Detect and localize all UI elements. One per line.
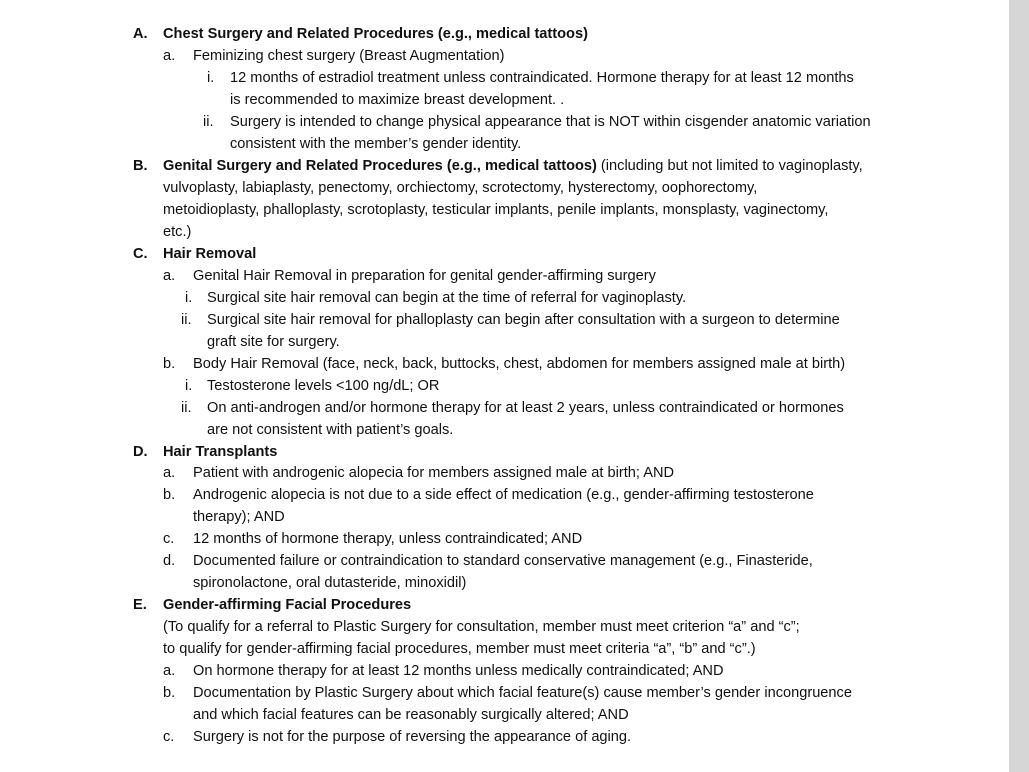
section-b-line2: vulvoplasty, labiaplasty, penectomy, orchiectomy, scrotectomy, hysterectomy, oophorectomy, [163, 180, 758, 196]
section-c-item-a-text: Genital Hair Removal in preparation for genital gender-affirming surgery [193, 268, 656, 284]
section-c-item-a-ii-marker: ii. [181, 312, 192, 328]
section-c-item-b-text: Body Hair Removal (face, neck, back, buttocks, chest, abdomen for members assigned male at birth) [193, 356, 846, 372]
vertical-scrollbar[interactable] [1009, 0, 1029, 772]
section-c-item-b-i-marker: i. [185, 378, 193, 394]
section-d-item-b-marker: b. [163, 487, 176, 503]
section-c-item-a-ii-line2: graft site for surgery. [207, 334, 340, 350]
section-b-line4: etc.) [163, 224, 192, 240]
section-d-item-a-text: Patient with androgenic alopecia for members assigned male at birth; AND [193, 465, 675, 481]
section-d-title: Hair Transplants [163, 444, 278, 460]
section-c-item-b-ii-marker: ii. [181, 400, 192, 416]
section-b-line1 [163, 155, 863, 177]
section-c-item-a-marker: a. [163, 268, 176, 284]
section-e-note-line1: (To qualify for a referral to Plastic Surgery for consultation, member must meet criterion “a” and “c”; [163, 619, 800, 635]
section-d-item-b-line2: therapy); AND [193, 509, 285, 525]
section-e-item-c-text: Surgery is not for the purpose of reversing the appearance of aging. [193, 729, 632, 745]
section-c-item-a-i-text: Surgical site hair removal can begin at the time of referral for vaginoplasty. [207, 290, 687, 306]
section-a-item-a-i-line1: 12 months of estradiol treatment unless contraindicated. Hormone therapy for at least 12 months [230, 70, 854, 86]
section-e-item-c-marker: c. [163, 729, 175, 745]
section-b-title: Genital Surgery and Related Procedures (e.g., medical tattoos) [163, 158, 597, 174]
section-b-line3: metoidioplasty, phalloplasty, scrotoplasty, testicular implants, penile implants, monsplasty, vaginectomy, [163, 202, 829, 218]
section-c-item-a-ii-line1: Surgical site hair removal for phalloplasty can begin after consultation with a surgeon to determine [207, 312, 840, 328]
section-e-marker: E. [133, 597, 147, 613]
section-a-item-a-ii-line2: consistent with the member’s gender identity. [230, 136, 522, 152]
section-c-title: Hair Removal [163, 246, 257, 262]
section-e-item-b-marker: b. [163, 685, 176, 701]
section-e-item-a-marker: a. [163, 663, 176, 679]
section-d-item-b-line1: Androgenic alopecia is not due to a side effect of medication (e.g., gender-affirming testosterone [193, 487, 814, 503]
section-e-item-b-line1: Documentation by Plastic Surgery about which facial feature(s) cause member’s gender incongruence [193, 685, 852, 701]
section-c-item-b-marker: b. [163, 356, 176, 372]
section-d-item-d-line1: Documented failure or contraindication to standard conservative management (e.g., Finasteride, [193, 553, 813, 569]
section-d-item-d-marker: d. [163, 553, 176, 569]
section-c-item-a-i-marker: i. [185, 290, 193, 306]
section-a-item-a-ii-marker: ii. [203, 114, 214, 130]
section-d-item-c-text: 12 months of hormone therapy, unless contraindicated; AND [193, 531, 583, 547]
section-a-item-a-marker: a. [163, 48, 176, 64]
section-d-item-c-marker: c. [163, 531, 175, 547]
section-e-item-b-line2: and which facial features can be reasonably surgically altered; AND [193, 707, 629, 723]
section-d-item-d-line2: spironolactone, oral dutasteride, minoxidil) [193, 575, 467, 591]
section-c-item-b-i-text: Testosterone levels <100 ng/dL; OR [207, 378, 440, 394]
section-a-item-a-i-line2: is recommended to maximize breast development. . [230, 92, 565, 108]
section-b-line1-rest: (including but not limited to vaginoplasty, [596, 158, 863, 174]
section-c-item-b-ii-line1: On anti-androgen and/or hormone therapy for at least 2 years, unless contraindicated or hormones [207, 400, 844, 416]
section-d-item-a-marker: a. [163, 465, 176, 481]
section-a-item-a-ii-line1: Surgery is intended to change physical appearance that is NOT within cisgender anatomic variation [230, 114, 871, 130]
section-e-item-a-text: On hormone therapy for at least 12 months unless medically contraindicated; AND [193, 663, 724, 679]
section-a-title: Chest Surgery and Related Procedures (e.g., medical tattoos) [163, 26, 588, 42]
section-c-item-b-ii-line2: are not consistent with patient’s goals. [207, 422, 454, 438]
section-b-marker: B. [133, 158, 148, 174]
section-d-marker: D. [133, 444, 148, 460]
section-c-marker: C. [133, 246, 148, 262]
section-e-note-line2: to qualify for gender-affirming facial procedures, member must meet criteria “a”, “b” and “c”.) [163, 641, 756, 657]
section-a-item-a-text: Feminizing chest surgery (Breast Augmentation) [193, 48, 505, 64]
section-a-item-a-i-marker: i. [207, 70, 215, 86]
section-a-marker: A. [133, 26, 148, 42]
section-e-title: Gender-affirming Facial Procedures [163, 597, 412, 613]
